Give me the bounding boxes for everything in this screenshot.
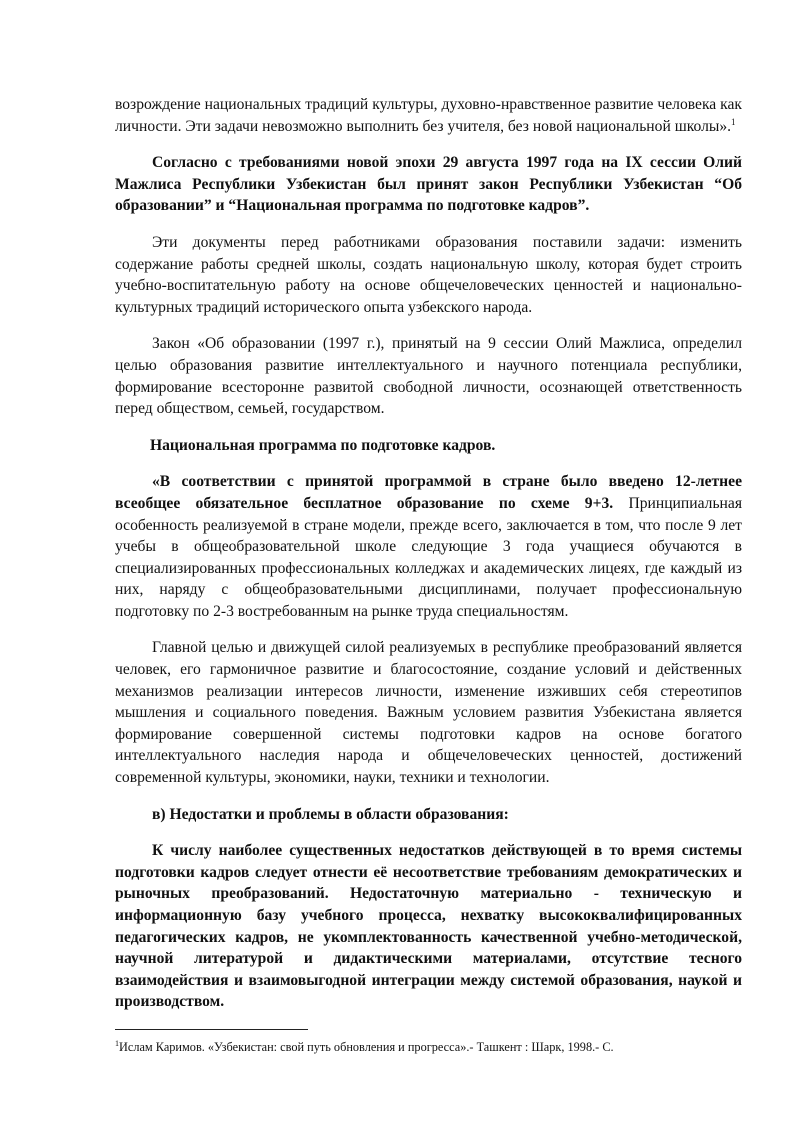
intro-tail-text: возрождение национальных традиций культуры, духовно-нравственное развитие человека как личности. Эти задачи невозможно выполнить без учителя, без новой национальной школы». — [115, 96, 742, 135]
program-bold-text: «В соответствии с принятой программой в стране было введено 12-летнее всеобщее обязательное бесплатное образование по схеме 9+3. — [115, 473, 742, 512]
footnote-separator — [115, 1029, 308, 1030]
paragraph-documents-tasks: Эти документы перед работниками образования поставили задачи: изменить содержание работы средней школы, создать национальную школу, которая будет строить учебно-воспитательную работу на основе общечеловеческих ценностей и национально-культурных традиций исторического опыта узбекского народа. — [115, 233, 742, 316]
paragraph-law-goal: Закон «Об образовании (1997 г.), принятый на 9 сессии Олий Мажлиса, определил целью образования развитие интеллектуального и научного потенциала республики, формирование всесторонне развитой свободной личности, осознающей ответственность перед обществом, семьей, государством. — [115, 335, 742, 418]
footnote-reference: 1 — [731, 116, 736, 127]
footnote — [115, 1039, 614, 1055]
paragraph-law-adoption: Согласно с требованиями новой эпохи 29 августа 1997 года на IX сессии Олий Мажлиса Республики Узбекистан был принят закон Республики Узбекистан “Об образовании” и “Национальная программа по подготовке кадров”. — [115, 154, 742, 215]
document-body — [115, 94, 742, 1013]
paragraph-program — [115, 471, 742, 622]
footnote-mark: 1 — [115, 1038, 119, 1048]
program-heading: Национальная программа по подготовке кадров. — [150, 436, 496, 454]
paragraph-main-goal: Главной целью и движущей силой реализуемых в республике преобразований является человек, его гармоничное развитие и благосостояние, создание условий и действенных механизмов реализации интересов личности, изменение изживших себя стереотипов мышления и социального поведения. Важным условием развития Узбекистана является формирование совершенной системы подготовки кадров на основе богатого интеллектуального наследия народа и общечеловеческих ценностей, достижений современной культуры, экономики, науки, техники и технологии. — [115, 639, 742, 787]
paragraph-problems: К числу наиболее существенных недостатков действующей в то время системы подготовки кадров следует отнести её несоответствие требованиям демократических и рыночных преобразований. Недостаточную материально - техническую и информационную базу учебного процесса, нехватку высококвалифицированных педагогических кадров, не укомплектованность качественной учебно-методической, научной литературой и дидактическими материалами, отсутствие тесного взаимодействия и взаимовыгодной интеграции между системой образования, наукой и производством. — [115, 842, 742, 1011]
problems-heading: в) Недостатки и проблемы в области образования: — [152, 805, 509, 823]
paragraph-intro-tail — [115, 94, 742, 137]
footnote-text: Ислам Каримов. «Узбекистан: свой путь обновления и прогресса».- Ташкент : Шарк, 1998.- С. — [119, 1040, 614, 1054]
program-rest-text: Принципиальная особенность реализуемой в стране модели, прежде всего, заключается в том, что после 9 лет учебы в общеобразовательной школе следующие 3 года учащиеся обучаются в специализированных профессиональных колледжах и академических лицеях, где каждый из них, наряду с общеобразовательными дисциплинами, получает профессиональную подготовку по 2-3 востребованным на рынке труда специальностям. — [115, 494, 742, 620]
